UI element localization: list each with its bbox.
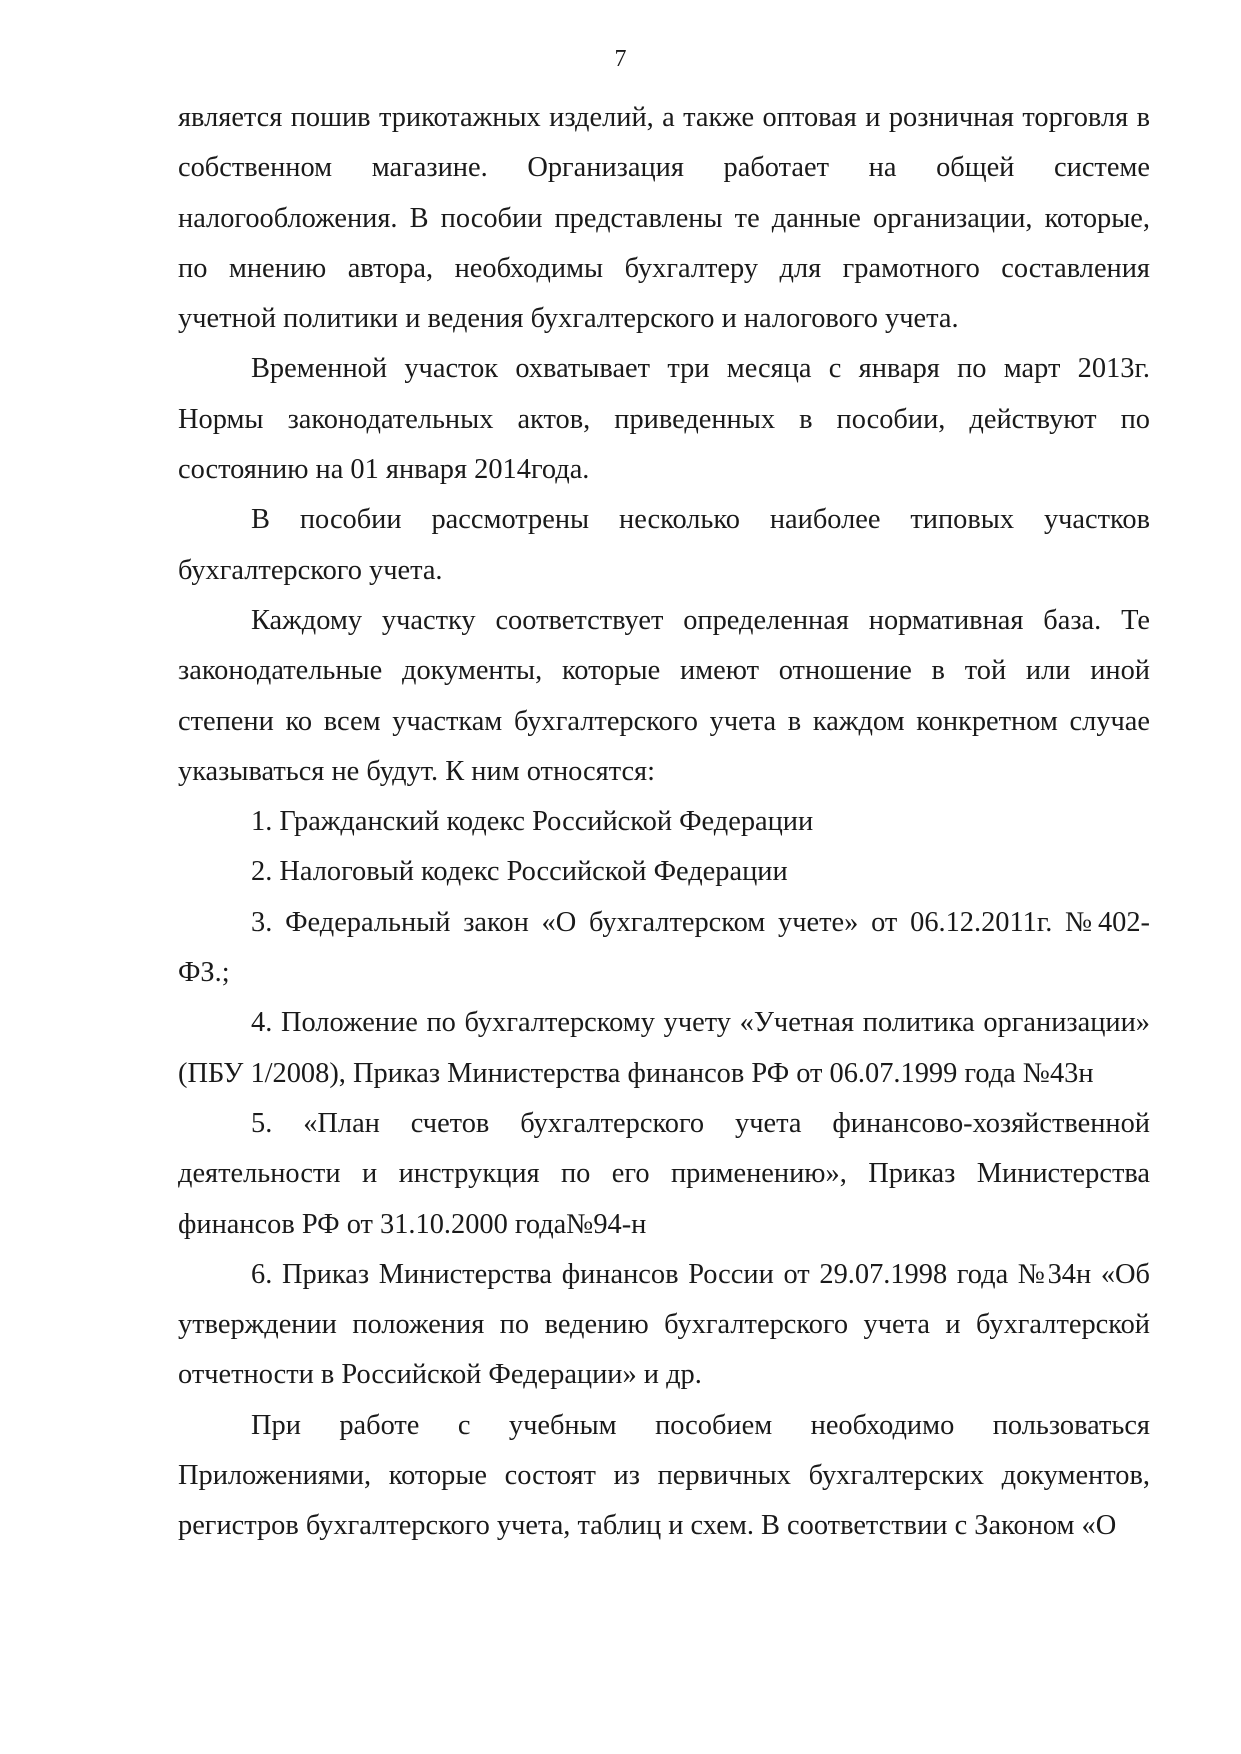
list-item: 2. Налоговый кодекс Российской Федерации	[251, 856, 788, 888]
page-body	[178, 93, 1150, 1552]
list-item: 4. Положение по бухгалтерскому учету «Учетная политика организации» (ПБУ 1/2008), Приказ Министерства финансов РФ от 06.07.1999 года №43н	[178, 1007, 1150, 1089]
list-item: 3. Федеральный закон «О бухгалтерском учете» от 06.12.2011г. №402-ФЗ.;	[178, 906, 1150, 989]
list-item: 6. Приказ Министерства финансов России от 29.07.1998 года №34н «Об утверждении положения по ведению бухгалтерского учета и бухгалтерской отчетности в Российской Федерации» и др.	[178, 1258, 1150, 1391]
paragraph-time-period: Временной участок охватывает три месяца с января по март 2013г. Нормы законодательных актов, приведенных в пособии, действуют по состоянию на 01 января 2014года.	[178, 353, 1150, 486]
paragraph-appendices: При работе с учебным пособием необходимо пользоваться Приложениями, которые состоят из первичных бухгалтерских документов, регистров бухгалтерского учета, таблиц и схем. В соответствии с Законом «О	[178, 1409, 1150, 1542]
paragraph-typical-sections: В пособии рассмотрены несколько наиболее типовых участков бухгалтерского учета.	[178, 504, 1150, 586]
list-item: 5. «План счетов бухгалтерского учета финансово-хозяйственной деятельности и инструкция по его применению», Приказ Министерства финансов РФ от 31.10.2000 года№94-н	[178, 1107, 1150, 1240]
page-number: 7	[614, 46, 627, 72]
paragraph-normative-base: Каждому участку соответствует определенная нормативная база. Те законодательные документы, которые имеют отношение в той или иной степени ко всем участкам бухгалтерского учета в каждом конкретном случае указываться не будут. К ним относятся:	[178, 604, 1150, 787]
legal-documents-list	[178, 797, 1150, 1401]
list-item: 1. Гражданский кодекс Российской Федерации	[251, 806, 814, 838]
paragraph-continuation: является пошив трикотажных изделий, а также оптовая и розничная торговля в собственном магазине. Организация работает на общей системе налогообложения. В пособии представлены те данные организации, которые, по мнению автора, необходимы бухгалтеру для грамотного составления учетной политики и ведения бухгалтерского и налогового учета.	[178, 102, 1150, 335]
